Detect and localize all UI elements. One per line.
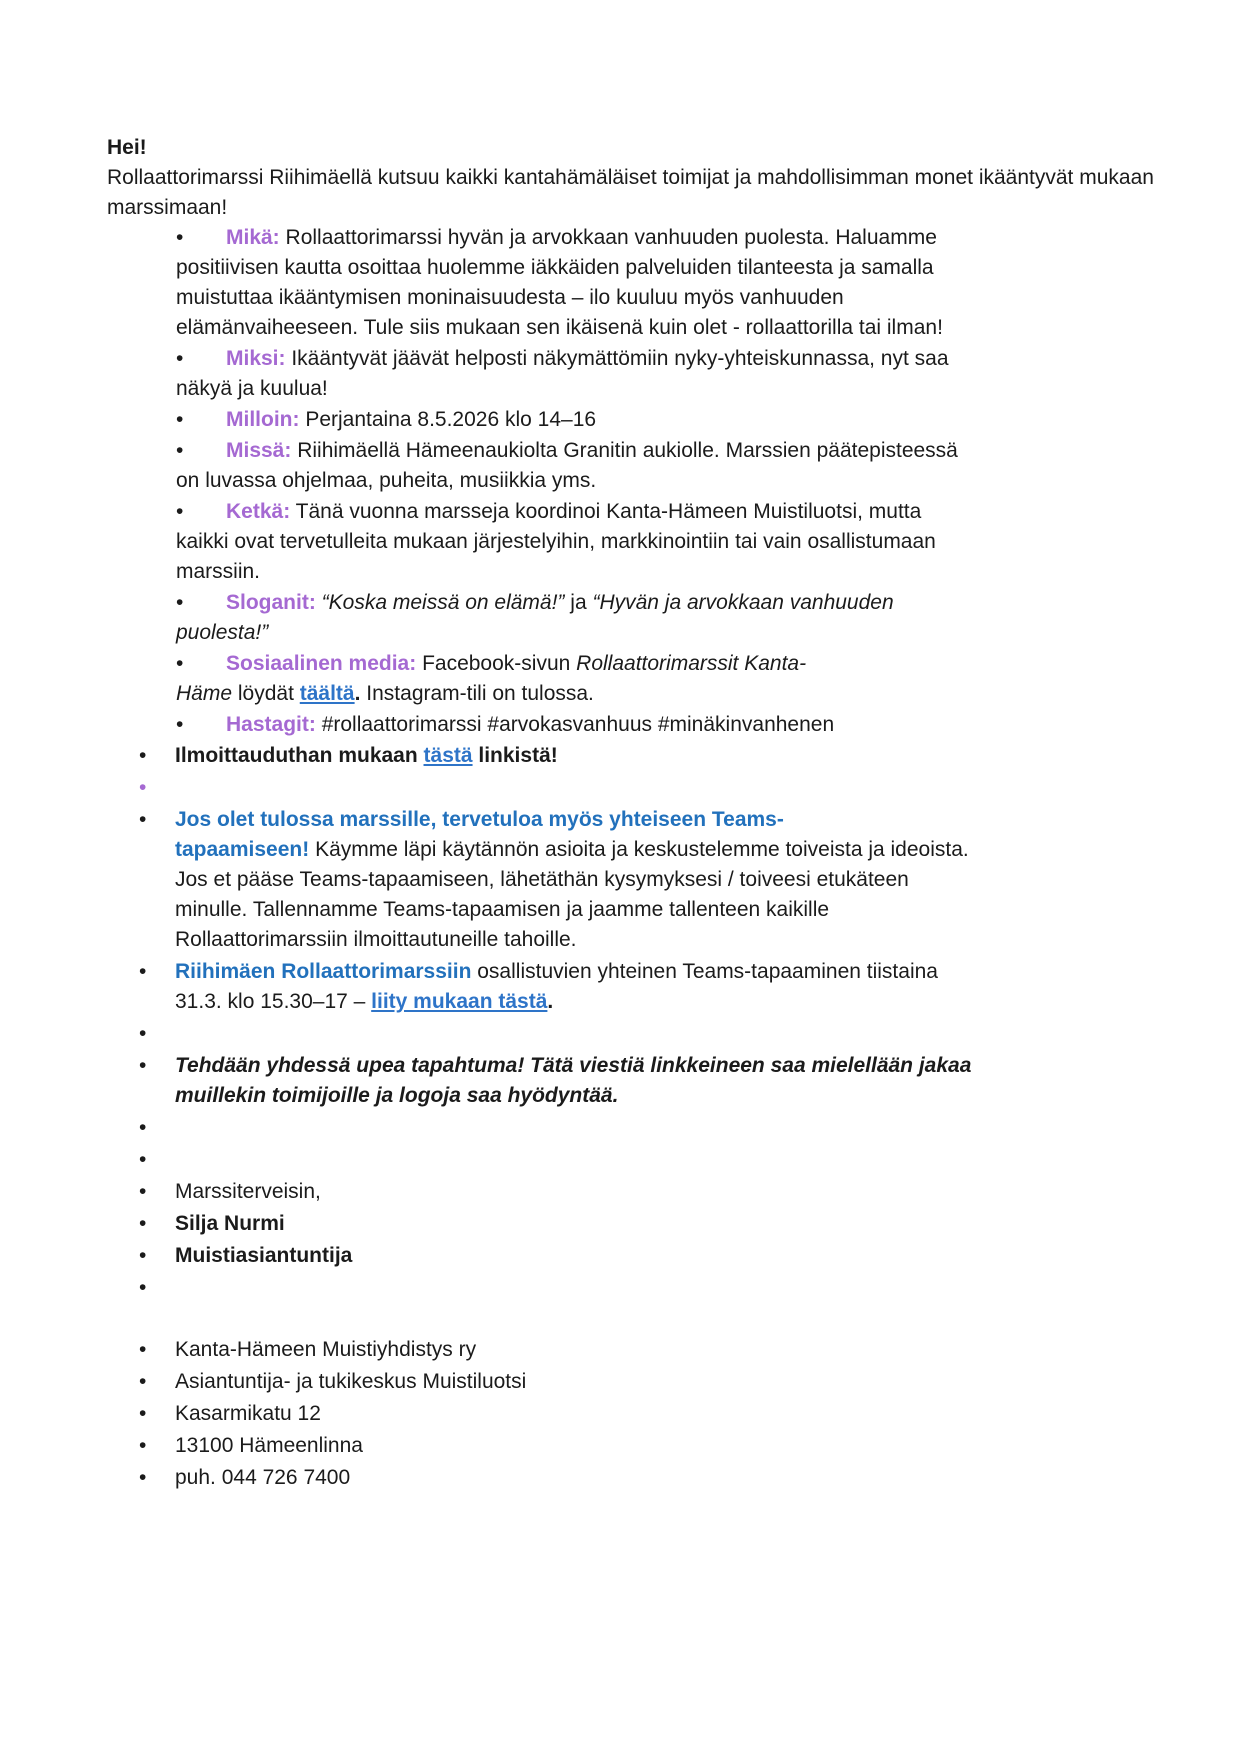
text-segment: minulle. Tallennamme Teams-tapaamisen ja jaamme tallenteen kaikille [175, 898, 830, 921]
info-bullet-list [107, 223, 1167, 740]
list-item-teams-meeting [139, 957, 1167, 1017]
list-item-street-address [139, 1399, 1167, 1429]
bullet-marker: • [176, 652, 184, 675]
bullet-marker: • [176, 713, 184, 736]
text-segment: Riihimäen Rollaattorimarssiin [175, 960, 472, 983]
bullet-marker: • [176, 347, 184, 370]
text-segment: löydät [232, 682, 300, 705]
bullet-marker: • [139, 1276, 147, 1299]
text-segment: Ilmoittauduthan mukaan [175, 744, 424, 767]
text-segment: Mikä: [226, 226, 280, 249]
body-bullet-list [107, 741, 1167, 1493]
text-segment: Tehdään yhdessä upea tapahtuma! Tätä viestiä linkkeineen saa mielellään jakaa [175, 1054, 972, 1077]
bullet-marker: • [139, 1338, 147, 1361]
document-page [107, 133, 1167, 1495]
text-segment: Muistiasiantuntija [175, 1244, 353, 1267]
list-item-postal-city [139, 1431, 1167, 1461]
list-item-who [176, 497, 1167, 587]
bullet-marker: • [139, 1022, 147, 1045]
list-item-social-media [176, 649, 1167, 709]
list-item-phone [139, 1463, 1167, 1493]
text-segment: kaikki ovat tervetulleita mukaan järjestelyihin, markkinointiin tai vain osallistumaan [176, 530, 936, 553]
list-item-why [176, 344, 1167, 404]
text-segment: Riihimäellä Hämeenaukiolta Granitin aukiolle. Marssien päätepisteessä [291, 439, 958, 462]
text-segment: muistuttaa ikääntymisen moninaisuudesta – ilo kuuluu myös vanhuuden [176, 286, 844, 309]
text-segment: Miksi: [226, 347, 286, 370]
list-item-signup [139, 741, 1167, 771]
text-segment: on luvassa ohjelmaa, puheita, musiikkia yms. [176, 469, 597, 492]
hyperlink[interactable]: liity mukaan tästä [371, 990, 548, 1013]
list-item-slogans [176, 588, 1167, 648]
bullet-marker: • [139, 1370, 147, 1393]
text-segment: marssiin. [176, 560, 261, 583]
bullet-marker: • [176, 226, 184, 249]
bullet-marker: • [139, 1434, 147, 1457]
blank-line [139, 1305, 1167, 1335]
bullet-marker: • [139, 1212, 147, 1235]
text-segment: Rollaattorimarssit Kanta- [576, 652, 807, 675]
text-segment: positiivisen kautta osoittaa huolemme iäkkäiden palveluiden tilanteesta ja samalla [176, 256, 934, 279]
bullet-marker: • [139, 1148, 147, 1171]
list-item-organization [139, 1335, 1167, 1365]
hyperlink[interactable]: tästä [423, 744, 473, 767]
text-segment: . [354, 682, 361, 705]
bullet-marker: • [176, 439, 184, 462]
list-item-regards [139, 1177, 1167, 1207]
text-segment: Hastagit: [226, 713, 316, 736]
text-segment: Missä: [226, 439, 292, 462]
bullet-marker: • [139, 1466, 147, 1489]
hyperlink[interactable]: täältä [299, 682, 355, 705]
text-segment: linkistä! [472, 744, 558, 767]
text-segment: Facebook-sivun [416, 652, 577, 675]
list-item-sender-name [139, 1209, 1167, 1239]
text-segment: “Hyvän ja arvokkaan vanhuuden [592, 591, 894, 614]
bullet-marker: • [139, 1116, 147, 1139]
text-segment: ja [564, 591, 593, 614]
list-item-hashtags [176, 710, 1167, 740]
list-item-empty [139, 1145, 1167, 1175]
text-segment: 13100 Hämeenlinna [175, 1434, 363, 1457]
text-segment: puh. 044 726 7400 [175, 1466, 351, 1489]
text-segment: “Koska meissä on elämä!” [315, 591, 565, 614]
list-item-where [176, 436, 1167, 496]
list-item-teams-invite [139, 805, 1167, 955]
text-segment: Milloin: [226, 408, 300, 431]
text-segment: Ikääntyvät jäävät helposti näkymättömiin nyky-yhteiskunnassa, nyt saa [285, 347, 949, 370]
greeting-heading: Hei! [107, 136, 147, 159]
bullet-marker: • [139, 776, 147, 799]
list-item-empty [139, 1273, 1167, 1303]
text-segment: Sosiaalinen media: [226, 652, 417, 675]
bullet-marker: • [176, 500, 184, 523]
text-segment: osallistuvien yhteinen Teams-tapaaminen tiistaina [471, 960, 938, 983]
list-item-empty [139, 1019, 1167, 1049]
text-segment: Häme [176, 682, 233, 705]
bullet-marker: • [176, 591, 184, 614]
bullet-marker: • [139, 1402, 147, 1425]
text-segment: Rollaattorimarssi hyvän ja arvokkaan vanhuuden puolesta. Haluamme [279, 226, 937, 249]
text-segment: Jos olet tulossa marssille, tervetuloa myös yhteiseen Teams- [175, 808, 784, 831]
bullet-marker: • [139, 1244, 147, 1267]
text-segment: puolesta!” [176, 621, 269, 644]
text-segment: Kasarmikatu 12 [175, 1402, 321, 1425]
bullet-marker: • [139, 1180, 147, 1203]
bullet-marker: • [139, 808, 147, 831]
bullet-marker: • [176, 408, 184, 431]
list-item-empty-purple [139, 773, 1167, 803]
bullet-marker: • [139, 960, 147, 983]
list-item-when [176, 405, 1167, 435]
bullet-marker: • [139, 744, 147, 767]
text-segment: Tänä vuonna marsseja koordinoi Kanta-Hämeen Muistiluotsi, mutta [290, 500, 922, 523]
intro-paragraph: Rollaattorimarssi Riihimäellä kutsuu kaikki kantahämäläiset toimijat ja mahdollisimman monet ikääntyvät mukaan marssimaan! [107, 166, 1154, 219]
bullet-marker: • [139, 1054, 147, 1077]
text-segment: Instagram-tili on tulossa. [360, 682, 594, 705]
text-segment: Jos et pääse Teams-tapaamiseen, lähetäthän kysymyksesi / toiveesi etukäteen [175, 868, 909, 891]
text-segment: näkyä ja kuulua! [176, 377, 328, 400]
text-segment: Asiantuntija- ja tukikeskus Muistiluotsi [175, 1370, 527, 1393]
list-item-empty [139, 1113, 1167, 1143]
list-item-what [176, 223, 1167, 343]
text-segment: Käymme läpi käytännön asioita ja keskustelemme toiveista ja ideoista. [309, 838, 969, 861]
text-segment: elämänvaiheeseen. Tule siis mukaan sen ikäisenä kuin olet - rollaattorilla tai ilman! [176, 316, 943, 339]
text-segment: . [547, 990, 554, 1013]
text-segment: Silja Nurmi [175, 1212, 285, 1235]
text-segment: muillekin toimijoille ja logoja saa hyödyntää. [175, 1084, 619, 1107]
text-segment: Perjantaina 8.5.2026 klo 14–16 [299, 408, 597, 431]
text-segment: Ketkä: [226, 500, 291, 523]
list-item-support-center [139, 1367, 1167, 1397]
text-segment: Rollaattorimarssiin ilmoittautuneille tahoille. [175, 928, 577, 951]
text-segment: Kanta-Hämeen Muistiyhdistys ry [175, 1338, 477, 1361]
text-segment: Marssiterveisin, [175, 1180, 321, 1203]
text-segment: 31.3. klo 15.30–17 – [175, 990, 372, 1013]
list-item-sender-title [139, 1241, 1167, 1271]
text-segment: tapaamiseen! [175, 838, 310, 861]
text-segment: #rollaattorimarssi #arvokasvanhuus #minäkinvanhenen [315, 713, 835, 736]
text-segment: Sloganit: [226, 591, 316, 614]
list-item-share-message [139, 1051, 1167, 1111]
